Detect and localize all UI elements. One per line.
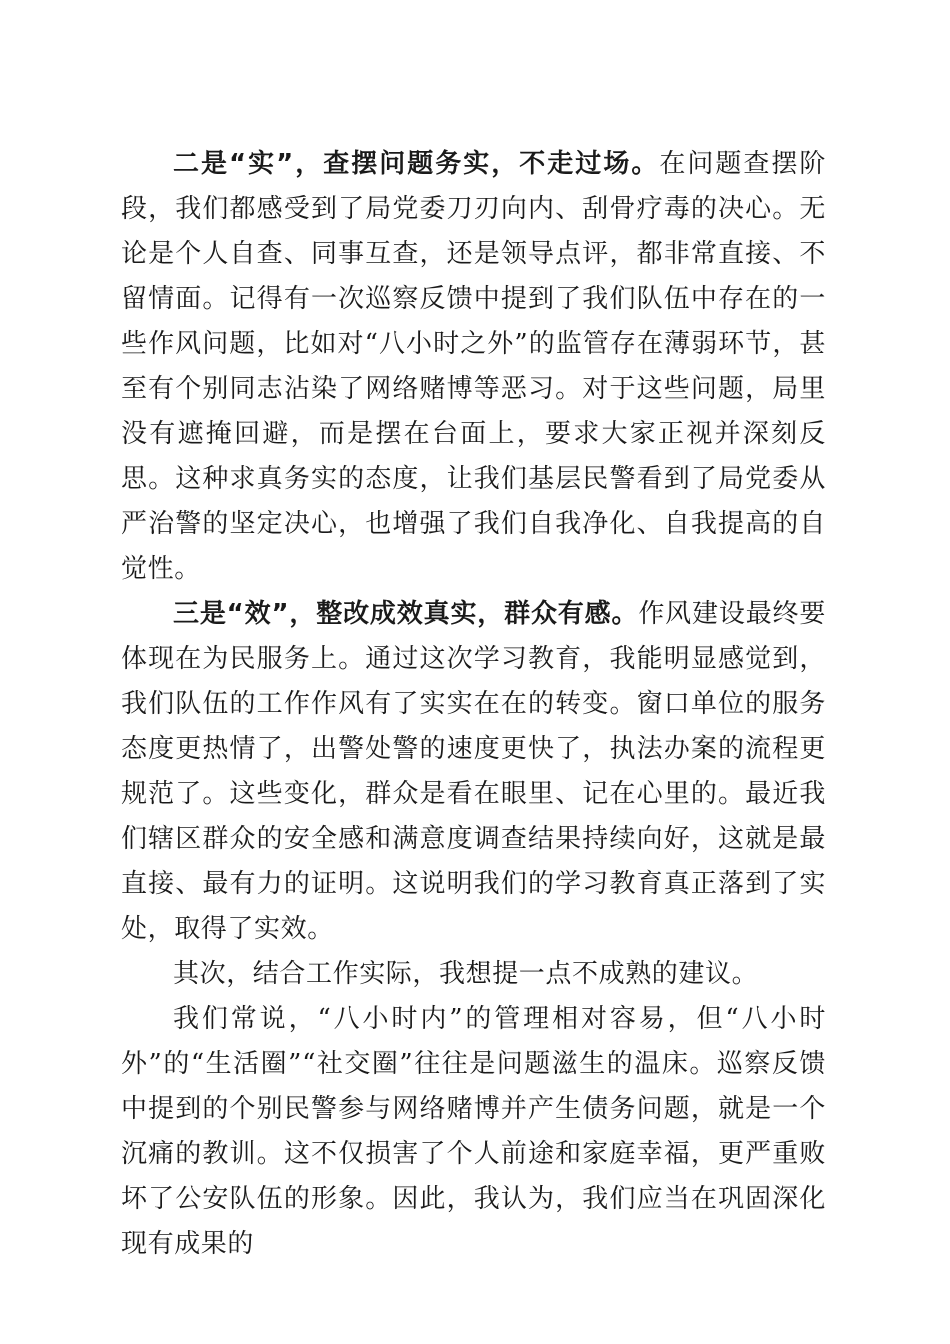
document-body [121, 142, 826, 1267]
paragraph-eight-hours [121, 997, 826, 1267]
paragraph-text: 在问题查摆阶段，我们都感受到了局党委刀刃向内、刮骨疗毒的决心。无论是个人自查、同事互查，还是领导点评，都非常直接、不留情面。记得有一次巡察反馈中提到了我们队伍中存在的一些作风问题，比如对“八小时之外”的监管存在薄弱环节，甚至有个别同志沾染了网络赌博等恶习。对于这些问题，局里没有遮掩回避，而是摆在台面上，要求大家正视并深刻反思。这种求真务实的态度，让我们基层民警看到了局党委从严治警的坚定决心，也增强了我们自我净化、自我提高的自觉性。 [121, 149, 826, 584]
paragraph-heading: 三是“效”，整改成效真实，群众有感。 [173, 599, 639, 629]
paragraph-xiao [121, 592, 826, 952]
paragraph-suggestion-intro [121, 952, 826, 997]
paragraph-heading: 二是“实”，查摆问题务实，不走过场。 [173, 149, 660, 179]
paragraph-shi [121, 142, 826, 592]
paragraph-text: 作风建设最终要体现在为民服务上。通过这次学习教育，我能明显感觉到，我们队伍的工作作风有了实实在在的转变。窗口单位的服务态度更热情了，出警处警的速度更快了，执法办案的流程更规范了。这些变化，群众是看在眼里、记在心里的。最近我们辖区群众的安全感和满意度调查结果持续向好，这就是最直接、最有力的证明。这说明我们的学习教育真正落到了实处，取得了实效。 [121, 599, 826, 944]
paragraph-text: 其次，结合工作实际，我想提一点不成熟的建议。 [173, 959, 759, 989]
paragraph-text: 我们常说，“八小时内”的管理相对容易，但“八小时外”的“生活圈”“社交圈”往往是问题滋生的温床。巡察反馈中提到的个别民警参与网络赌博并产生债务问题，就是一个沉痛的教训。这不仅损害了个人前途和家庭幸福，更严重败坏了公安队伍的形象。因此，我认为，我们应当在巩固深化现有成果的 [121, 1004, 826, 1259]
